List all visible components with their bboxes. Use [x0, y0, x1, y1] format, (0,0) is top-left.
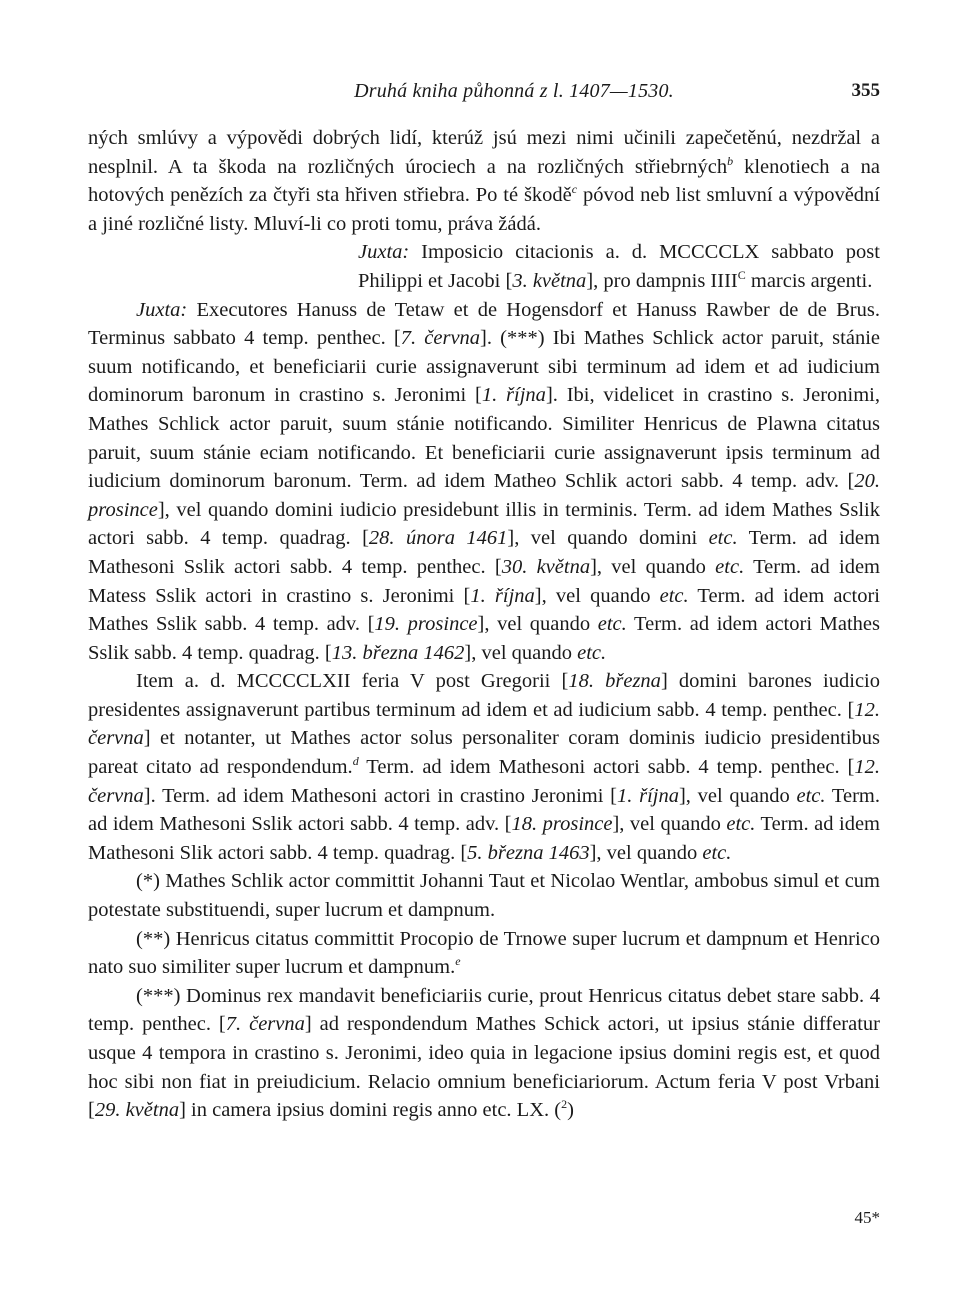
etc-abbrev: etc. — [577, 641, 607, 664]
footnote-mark: 2 — [561, 1097, 568, 1112]
text-run: ] in camera ipsius domini regis anno etc. LX. ( — [179, 1099, 562, 1122]
juxta-paragraph-2 — [88, 296, 880, 668]
text-run: ]. Ibi, videlicet in crastino s. Jeronimi, Mathes Schlick actor paruit, suum stánie notificando. Similiter Henricus de Plawna citatus paruit, suum stánie eciam notificando. Et beneficiarii curie assignaverunt ipsis terminum ad iudicium dominorum baronum. Term. ad idem Matheo Schlik actori sabb. 4 temp. adv. [ — [88, 384, 881, 493]
footnote-mark: e — [455, 954, 461, 969]
juxta-indented-block — [358, 238, 880, 295]
date-gloss: 12. června — [88, 756, 881, 807]
date-gloss: 5. března 1463 — [467, 841, 590, 864]
date-gloss: 3. května — [512, 269, 587, 292]
text-run: Term. ad idem Mathesoni Sslik actori sabb. 4 temp. adv. [ — [88, 784, 880, 836]
note-double-star — [88, 925, 880, 982]
page-header — [88, 80, 880, 108]
text-run: Item a. d. MCCCCLXII feria V post Gregorii [ — [136, 670, 569, 693]
date-gloss: 30. května — [501, 555, 591, 578]
text-run: ] domini barones iudicio presidentes assignaverunt partibus terminum ad idem et ad iudicium sabb. 4 temp. penthec. [ — [88, 670, 880, 721]
text-run: ], vel quando — [590, 555, 716, 578]
text-run: ]. (***) Ibi Mathes Schlick actor paruit, stánie suum notificando, et beneficiarii curie assignaverunt sibi terminum ad idem et ad iudicium dominorum baronum in crastino s. Jeronimi [ — [88, 327, 880, 407]
signature-mark: 45* — [854, 1208, 880, 1227]
text-run: ], pro dampnis IIII — [586, 269, 738, 292]
text-run: ], vel quando — [464, 641, 578, 664]
date-gloss: 7. června — [225, 1013, 305, 1036]
etc-abbrev: etc. — [659, 584, 689, 607]
date-gloss: 1. října — [470, 584, 535, 607]
running-title: Druhá kniha půhonná z l. 1407—1530. — [354, 80, 674, 102]
text-run: Term. ad idem actori Mathes Sslik sabb. 4 temp. quadrag. [ — [88, 613, 880, 664]
date-gloss: 19. prosince — [374, 613, 478, 636]
date-gloss: 29. května — [94, 1099, 180, 1122]
footnote-mark: c — [571, 182, 578, 197]
etc-abbrev: etc. — [726, 813, 756, 836]
footnote-mark: C — [737, 268, 746, 283]
text-run: (***) Dominus rex mandavit beneficiariis curie, prout Henricus citatus debet stare sabb. 4 temp. penthec. [ — [88, 984, 880, 1036]
text-run: ] ad respondendum Mathes Schick actori, ut ipsius stánie differatur usque 4 tempora in crastino s. Jeronimi, ideo quia in legacione ipsius domini regis est, et quod hoc sibi non fiat in preiudicium. Relacio omnium beneficiariorum. Actum feria V post Vrbani [ — [88, 1013, 880, 1122]
text-run: ], vel quando — [477, 613, 598, 636]
text-run: ] et notanter, ut Mathes actor solus personaliter coram dominis iudicio presidentibus pareat citato ad respondendum. — [88, 727, 880, 779]
etc-abbrev: etc. — [796, 784, 826, 807]
text-run: ]. Term. ad idem Mathesoni actori in crastino Jeronimi [ — [143, 784, 617, 807]
date-gloss: 18. března — [568, 670, 661, 693]
paragraph-1 — [88, 124, 880, 238]
etc-abbrev: etc. — [708, 527, 738, 550]
date-gloss: 7. června — [400, 327, 481, 350]
text-run: (**) Henricus citatus committit Procopio de Trnowe super lucrum et dampnum et Henrico nato suo similiter super lucrum et dampnum. — [88, 927, 880, 979]
juxta-label: Juxta: — [358, 241, 410, 264]
date-gloss: 28. února 1461 — [368, 527, 508, 550]
page-body — [88, 124, 880, 1125]
item-paragraph — [88, 667, 880, 867]
juxta-paragraph-1 — [358, 238, 880, 295]
text-run: ných smlúvy a výpovědi dobrých lidí, kterúž jsú mezi nimi učinili zapečetěnú, nezdržal a nesplnil. A ta škoda na rozličných úrociech a na rozličných střiebrných — [88, 127, 880, 178]
text-run: Imposicio citacionis a. d. MCCCCLX sabbato post Philippi et Jacobi [ — [358, 241, 880, 292]
date-gloss: 12. června — [88, 698, 880, 750]
etc-abbrev: etc. — [702, 841, 732, 864]
text-run: póvod neb list smluvní a výpovědní a jiné rozličné listy. Mluví-li co proti tomu, práva žádá. — [88, 184, 880, 235]
etc-abbrev: etc. — [715, 555, 745, 578]
text-run: ) — [567, 1099, 574, 1122]
note-triple-star — [88, 982, 880, 1125]
juxta-label: Juxta: — [136, 298, 188, 321]
footnote-mark: d — [352, 754, 359, 769]
date-gloss: 20. prosince — [88, 470, 880, 521]
text-run: ], vel quando domini — [507, 527, 709, 550]
page-number: 355 — [851, 80, 880, 101]
date-gloss: 1. října — [481, 384, 546, 407]
text-run: marcis argenti. — [745, 269, 873, 292]
footnote-mark: b — [727, 153, 734, 168]
text-run: ], vel quando — [589, 841, 703, 864]
text-run: Term. ad idem Matess Sslik actori in crastino s. Jeronimi [ — [88, 555, 880, 607]
text-run: klenotiech a na hotových penězích za čtyři sta hřiven střiebra. Po té škodě — [88, 155, 880, 207]
text-run: ], vel quando domini iudicio presidebunt illis in terminis. Term. ad idem Mathes Sslik actori sabb. 4 temp. quadrag. [ — [88, 498, 880, 550]
text-run: Term. ad idem Mathesoni Sslik actori sabb. 4 temp. penthec. [ — [88, 527, 880, 578]
text-run: Term. ad idem Mathesoni Slik actori sabb. 4 temp. quadrag. [ — [88, 813, 880, 864]
date-gloss: 1. října — [616, 784, 679, 807]
text-run: ], vel quando — [612, 813, 727, 836]
date-gloss: 18. prosince — [511, 813, 613, 836]
text-run: ], vel quando — [678, 784, 797, 807]
text-run: Term. ad idem Mathesoni actori sabb. 4 temp. penthec. [ — [358, 756, 855, 779]
date-gloss: 13. března 1462 — [331, 641, 465, 664]
text-run: Executores Hanuss de Tetaw et de Hogensdorf et Hanuss Rawber de de Brus. Terminus sabbato 4 temp. penthec. [ — [88, 298, 880, 350]
text-run: Term. ad idem actori Mathes Sslik sabb. 4 temp. adv. [ — [88, 584, 880, 636]
text-run: ], vel quando — [534, 584, 660, 607]
note-single-star: (*) Mathes Schlik actor committit Johanni Taut et Nicolao Wentlar, ambobus simul et cum potestate substituendi, super lucrum et dampnum. — [88, 870, 880, 922]
etc-abbrev: etc. — [597, 613, 627, 636]
